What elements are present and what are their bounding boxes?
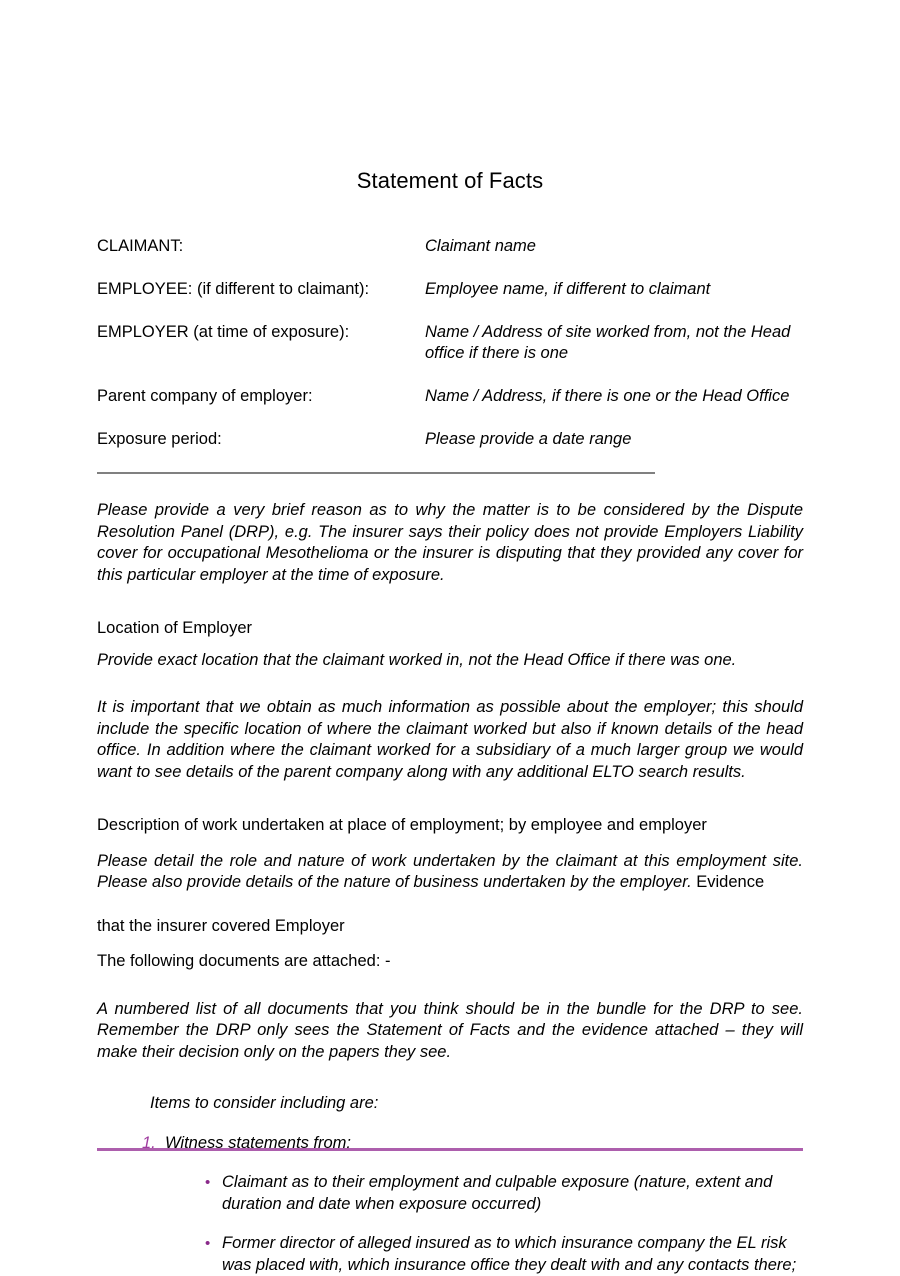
- list-item: [205, 1172, 803, 1215]
- field-row-employee: [97, 279, 803, 300]
- field-value: Name / Address of site worked from, not the Head office if there is one: [425, 323, 791, 362]
- bullet-list: [97, 1172, 803, 1276]
- numbered-list-note: A numbered list of all documents that you think should be in the bundle for the DRP to see. Remember the DRP only sees the Statement of Facts and the evidence attached – they will make their decision only on the papers they see.: [97, 999, 803, 1061]
- reason-paragraph: Please provide a very brief reason as to why the matter is to be considered by the Dispute Resolution Panel (DRP), e.g. The insurer says their policy does not provide Employers Liability cover for occupational Mesothelioma or the insurer is disputing that they provided any cover for this particular employer at the time of exposure.: [97, 501, 803, 584]
- field-label: EMPLOYER (at time of exposure):: [97, 323, 350, 341]
- description-paragraph: [97, 851, 803, 894]
- bullet-icon: •: [205, 1174, 211, 1191]
- documents-attached-line: The following documents are attached: -: [97, 952, 391, 970]
- location-subtext: Provide exact location that the claimant worked in, not the Head Office if there was one.: [97, 650, 737, 669]
- field-row-employer: [97, 322, 803, 364]
- field-value: Claimant name: [425, 237, 536, 255]
- heading-description-of-work: Description of work undertaken at place of employment; by employee and employer: [97, 816, 707, 834]
- field-list: [97, 236, 803, 450]
- list-item: [205, 1233, 803, 1276]
- heading-location-of-employer: Location of Employer: [97, 619, 253, 637]
- bullet-icon: •: [205, 1235, 211, 1252]
- field-row-exposure-period: [97, 429, 803, 450]
- section-divider-gray: [97, 472, 655, 474]
- field-label: Exposure period:: [97, 430, 222, 448]
- footer-divider-purple: [97, 1148, 803, 1151]
- field-value: Please provide a date range: [425, 430, 632, 448]
- field-label: Parent company of employer:: [97, 387, 313, 405]
- description-paragraph-roman: Evidence: [691, 873, 765, 891]
- field-value: Name / Address, if there is one or the Head Office: [425, 387, 790, 405]
- insurer-covered-line: that the insurer covered Employer: [97, 916, 345, 935]
- field-value: Employee name, if different to claimant: [425, 280, 711, 298]
- field-label: EMPLOYEE: (if different to claimant):: [97, 280, 370, 298]
- field-row-claimant: [97, 236, 803, 257]
- field-row-parent-company: [97, 386, 803, 407]
- description-paragraph-italic: Please detail the role and nature of work undertaken by the claimant at this employment site. Please also provide details of the nature of business undertaken by the employer.: [97, 851, 803, 891]
- list-item-label: Witness statements from:: [165, 1133, 351, 1152]
- list-number-marker: 1.: [142, 1133, 156, 1152]
- items-to-consider-intro: Items to consider including are:: [150, 1094, 379, 1112]
- list-item-label: Claimant as to their employment and culpable exposure (nature, extent and duration and date when exposure occurred): [222, 1173, 773, 1213]
- field-label: CLAIMANT:: [97, 237, 184, 255]
- list-item-label: Former director of alleged insured as to which insurance company the EL risk was placed with, which insurance office they dealt with and any contacts there;: [222, 1234, 797, 1274]
- page-title: Statement of Facts: [356, 168, 544, 193]
- location-paragraph: It is important that we obtain as much information as possible about the employer; this should include the specific location of where the claimant worked but also if known details of the head office. In addition where the claimant worked for a subsidiary of a much larger group we would want to see details of the parent company along with any additional ELTO search results.: [97, 698, 803, 781]
